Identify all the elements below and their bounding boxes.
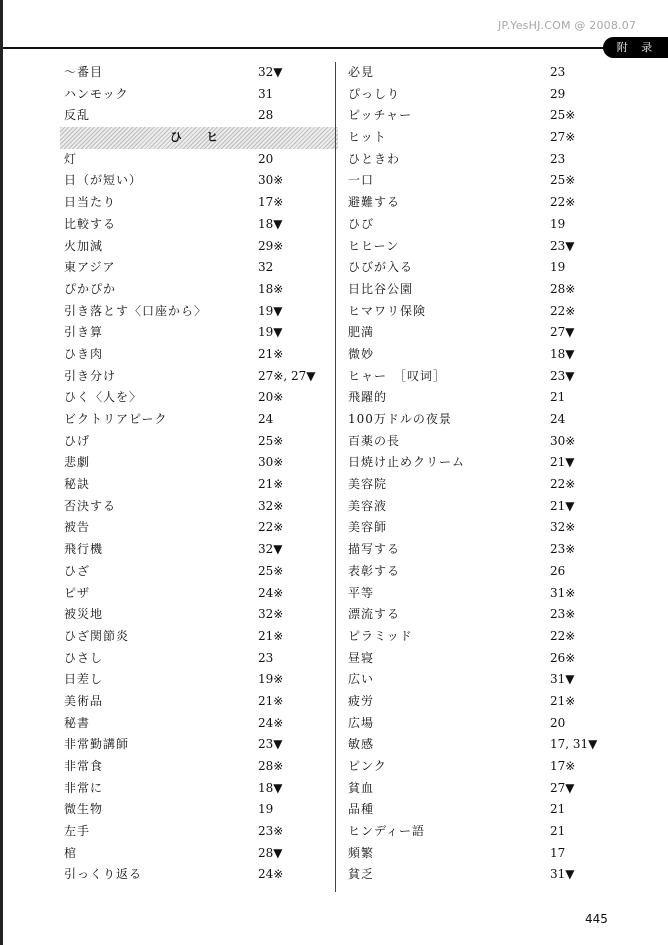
index-term: 貧血 (348, 780, 375, 795)
page-reference: 18※ (258, 281, 284, 296)
index-entry (348, 322, 628, 344)
index-entry (348, 713, 628, 735)
page-reference: 23※ (258, 824, 284, 839)
index-term: 微生物 (64, 802, 104, 817)
index-term: 必見 (348, 65, 375, 79)
page-reference: 21 (550, 390, 566, 405)
index-entry (64, 713, 334, 735)
page-reference: 19 (550, 216, 566, 231)
index-entry (348, 539, 628, 561)
page-reference: 31※ (550, 585, 576, 600)
page-reference: 22※ (258, 520, 284, 535)
page-reference: 25※ (258, 563, 284, 578)
page-reference: 32※ (258, 607, 284, 622)
page-reference: 25※ (258, 433, 284, 448)
index-entry (64, 62, 334, 84)
index-entry (64, 756, 334, 778)
index-entry (64, 344, 334, 366)
index-term: ひび (348, 216, 375, 231)
index-entry (64, 474, 334, 496)
index-entry (64, 366, 334, 388)
index-term: 広い (348, 672, 375, 687)
index-term: 疲労 (348, 693, 375, 708)
index-term: 敏感 (348, 737, 375, 752)
column-divider (335, 62, 336, 892)
index-entry (64, 691, 334, 713)
index-entry (64, 409, 334, 431)
index-term: 秘訣 (64, 477, 91, 492)
index-term: 火加減 (64, 238, 104, 253)
index-term: ピザ (64, 585, 91, 600)
section-header-label: ひ ヒ (169, 130, 229, 145)
page-reference: 22※ (550, 628, 576, 643)
index-term: 被告 (64, 520, 91, 535)
index-term: 反乱 (64, 108, 91, 123)
page-reference: 26※ (550, 650, 576, 665)
index-term: ピラミッド (348, 628, 413, 643)
index-term: ヒット (348, 130, 387, 145)
page-reference: 32※ (258, 498, 284, 513)
index-entry (348, 84, 628, 106)
page-reference: 25※ (550, 108, 576, 123)
index-entry (348, 127, 628, 149)
index-term: 日差し (64, 672, 104, 687)
page-reference: 19▼ (258, 303, 283, 318)
index-entry (64, 279, 334, 301)
section-header-hi (60, 127, 338, 149)
index-entry (348, 279, 628, 301)
index-entry (348, 821, 628, 843)
index-entry (64, 669, 334, 691)
page-reference: 24 (258, 412, 274, 426)
page-reference: 28※ (550, 281, 576, 296)
index-entry (64, 821, 334, 843)
index-entry (348, 409, 628, 431)
page-reference: 28▼ (258, 845, 283, 860)
index-term: ヒマワリ保険 (348, 303, 427, 318)
index-term: 漂流する (348, 607, 401, 622)
index-entry (348, 843, 628, 865)
page-reference: 29※ (258, 238, 284, 253)
page-reference: 17 (550, 845, 566, 860)
page-reference: 19▼ (258, 325, 283, 340)
index-term: ぴっしり (348, 86, 401, 101)
index-entry (64, 799, 334, 821)
index-entry (64, 778, 334, 800)
index-term: 表彰する (348, 563, 401, 578)
page-reference: 32 (258, 260, 274, 275)
index-entry (348, 236, 628, 258)
index-term: 日焼け止めクリーム (348, 455, 466, 470)
index-entry (348, 517, 628, 539)
index-entry (64, 452, 334, 474)
index-entry (348, 149, 628, 171)
page-reference: 32※ (550, 520, 576, 535)
index-entry (348, 452, 628, 474)
index-term: 一口 (348, 173, 375, 188)
index-term: 100万ドルの夜景 (348, 412, 452, 426)
index-entry (348, 583, 628, 605)
page-reference: 23▼ (550, 238, 575, 253)
index-term: ひさし (64, 650, 104, 665)
index-term: 描写する (348, 542, 401, 557)
index-term: 引っくり返る (64, 867, 143, 882)
page-reference: 31▼ (550, 672, 575, 687)
index-entry (64, 192, 334, 214)
page-reference: 27※, 27▼ (258, 368, 316, 383)
index-term: 貧乏 (348, 867, 375, 882)
page-reference: 21※ (258, 477, 284, 492)
index-entry (64, 583, 334, 605)
page-reference: 27▼ (550, 325, 575, 340)
page-reference: 23 (550, 151, 566, 166)
page-reference: 21▼ (550, 455, 575, 470)
page-reference: 18▼ (550, 346, 575, 361)
index-entry (348, 366, 628, 388)
index-entry (64, 387, 334, 409)
index-entry (348, 648, 628, 670)
index-term: 避難する (348, 195, 401, 210)
page-reference: 29 (550, 86, 566, 101)
index-entry (348, 62, 628, 84)
index-term: 非常に (64, 780, 104, 795)
index-term: ひげ (64, 433, 91, 448)
page-reference: 26 (550, 563, 566, 578)
page-reference: 31▼ (550, 867, 575, 882)
page-reference: 23 (258, 650, 274, 665)
index-term: 東アジア (64, 260, 116, 275)
page-reference: 27▼ (550, 780, 575, 795)
index-entry (348, 561, 628, 583)
page-reference: 32▼ (258, 65, 283, 79)
index-entry (348, 301, 628, 323)
page-reference: 21 (550, 802, 566, 817)
index-entry (64, 604, 334, 626)
index-term: ヒャー ［叹词］ (348, 368, 447, 383)
index-term: 微妙 (348, 346, 375, 361)
index-entry (64, 626, 334, 648)
header-rule (3, 47, 613, 49)
index-entry (64, 236, 334, 258)
index-term: 頻繁 (348, 845, 375, 860)
page-reference: 32▼ (258, 542, 283, 557)
index-term: 日（が短い） (64, 173, 143, 188)
index-term: 棺 (64, 845, 78, 860)
index-term: 昼寝 (348, 650, 375, 665)
page-reference: 31 (258, 86, 274, 101)
index-entry (348, 734, 628, 756)
index-entry (348, 496, 628, 518)
page-reference: 21※ (258, 346, 284, 361)
index-term: ピッチャー (348, 108, 413, 123)
index-entry (64, 539, 334, 561)
watermark: JP.YesHJ.COM @ 2008.07 (498, 19, 637, 32)
page-reference: 23※ (550, 607, 576, 622)
index-term: 平等 (348, 585, 375, 600)
page-reference: 17※ (258, 195, 284, 210)
page-reference: 20 (258, 151, 274, 166)
page-reference: 20 (550, 715, 566, 730)
index-term: 引き落とす〈口座から〉 (64, 303, 208, 318)
index-term: ヒヒーン (348, 238, 400, 253)
index-term: ぴかぴか (64, 281, 117, 296)
index-entry (64, 648, 334, 670)
index-term: 悲劇 (64, 455, 91, 470)
index-term: 左手 (64, 824, 91, 839)
page-reference: 23▼ (550, 368, 575, 383)
page-reference: 17※ (550, 759, 576, 773)
index-column-left (64, 62, 334, 886)
index-term: ひざ関節炎 (64, 628, 130, 643)
index-term: 美容液 (348, 498, 388, 513)
index-term: ひざ (64, 563, 91, 578)
index-entry (64, 301, 334, 323)
index-entry (64, 257, 334, 279)
page-reference: 19※ (258, 672, 284, 687)
page-reference: 22※ (550, 303, 576, 318)
index-term: 日比谷公園 (348, 281, 414, 296)
page-reference: 30※ (258, 173, 284, 188)
index-term: 品種 (348, 802, 375, 817)
index-entry (348, 344, 628, 366)
page-reference: 21 (550, 824, 566, 839)
page-reference: 27※ (550, 130, 576, 145)
index-entry (348, 170, 628, 192)
page-reference: 22※ (550, 195, 576, 210)
index-entry (348, 257, 628, 279)
index-term: 広場 (348, 715, 375, 730)
page-reference: 30※ (550, 433, 576, 448)
index-term: 日当たり (64, 195, 117, 210)
index-entry (64, 84, 334, 106)
index-entry (348, 604, 628, 626)
page-reference: 18▼ (258, 780, 283, 795)
index-term: 百薬の長 (348, 433, 401, 448)
index-term: ヒンディー語 (348, 824, 426, 839)
index-term: 飛躍的 (348, 390, 388, 405)
index-term: 非常食 (64, 759, 104, 773)
page-reference: 24 (550, 412, 566, 426)
index-term: 非常勤講師 (64, 737, 130, 752)
index-entry (348, 864, 628, 886)
index-term: 美容師 (348, 520, 388, 535)
index-entry (348, 669, 628, 691)
index-entry (64, 322, 334, 344)
index-term: ピンク (348, 759, 387, 773)
page-reference: 21▼ (550, 498, 575, 513)
page-edge-shadow (0, 0, 3, 945)
page-reference: 21※ (258, 628, 284, 643)
index-term: 引き分け (64, 368, 117, 383)
index-entry (64, 214, 334, 236)
page-reference: 25※ (550, 173, 576, 188)
index-term: 灯 (64, 151, 78, 166)
index-entry (348, 105, 628, 127)
index-term: 否決する (64, 498, 117, 513)
index-entry (348, 626, 628, 648)
index-entry (64, 496, 334, 518)
page-reference: 23 (550, 65, 566, 79)
index-term: ビクトリアピーク (64, 412, 168, 426)
index-term: ひびが入る (348, 260, 414, 275)
page-reference: 19 (258, 802, 274, 817)
index-term: ひく〈人を〉 (64, 390, 143, 405)
index-entry (64, 843, 334, 865)
page-reference: 22※ (550, 477, 576, 492)
page-reference: 19 (550, 260, 566, 275)
index-term: 引き算 (64, 325, 104, 340)
index-entry (348, 778, 628, 800)
index-term: 美容院 (348, 477, 388, 492)
page-reference: 21※ (550, 693, 576, 708)
page-reference: 23※ (550, 542, 576, 557)
index-entry (64, 734, 334, 756)
index-entry (64, 431, 334, 453)
index-term: 秘書 (64, 715, 91, 730)
index-entry (64, 517, 334, 539)
index-entry (348, 691, 628, 713)
page-reference: 21※ (258, 693, 284, 708)
page-reference: 30※ (258, 455, 284, 470)
page-reference: 23▼ (258, 737, 283, 752)
index-term: 比較する (64, 216, 117, 231)
index-entry (348, 756, 628, 778)
index-entry (64, 149, 334, 171)
index-entry (348, 214, 628, 236)
index-entry (64, 170, 334, 192)
index-entry (64, 561, 334, 583)
index-term: 被災地 (64, 607, 104, 622)
index-entry (348, 431, 628, 453)
index-column-right (348, 62, 628, 886)
index-term: ひき肉 (64, 346, 104, 361)
appendix-tab: 附 录 (603, 37, 668, 58)
index-entry (348, 474, 628, 496)
index-term: ～番目 (64, 65, 104, 79)
index-term: ハンモック (64, 86, 129, 101)
page-reference: 17, 31▼ (550, 737, 598, 752)
index-term: 飛行機 (64, 542, 104, 557)
page-reference: 28 (258, 108, 274, 123)
index-entry (64, 864, 334, 886)
index-entry (348, 192, 628, 214)
index-entry (64, 105, 334, 127)
page-reference: 20※ (258, 390, 284, 405)
index-term: ひときわ (348, 151, 401, 166)
page-reference: 24※ (258, 585, 284, 600)
page-reference: 18▼ (258, 216, 283, 231)
index-term: 美術品 (64, 693, 104, 708)
page-number: 445 (585, 912, 608, 926)
index-entry (348, 799, 628, 821)
page-reference: 28※ (258, 759, 284, 773)
index-term: 肥満 (348, 325, 375, 340)
index-entry (348, 387, 628, 409)
page-reference: 24※ (258, 867, 284, 882)
page-reference: 24※ (258, 715, 284, 730)
